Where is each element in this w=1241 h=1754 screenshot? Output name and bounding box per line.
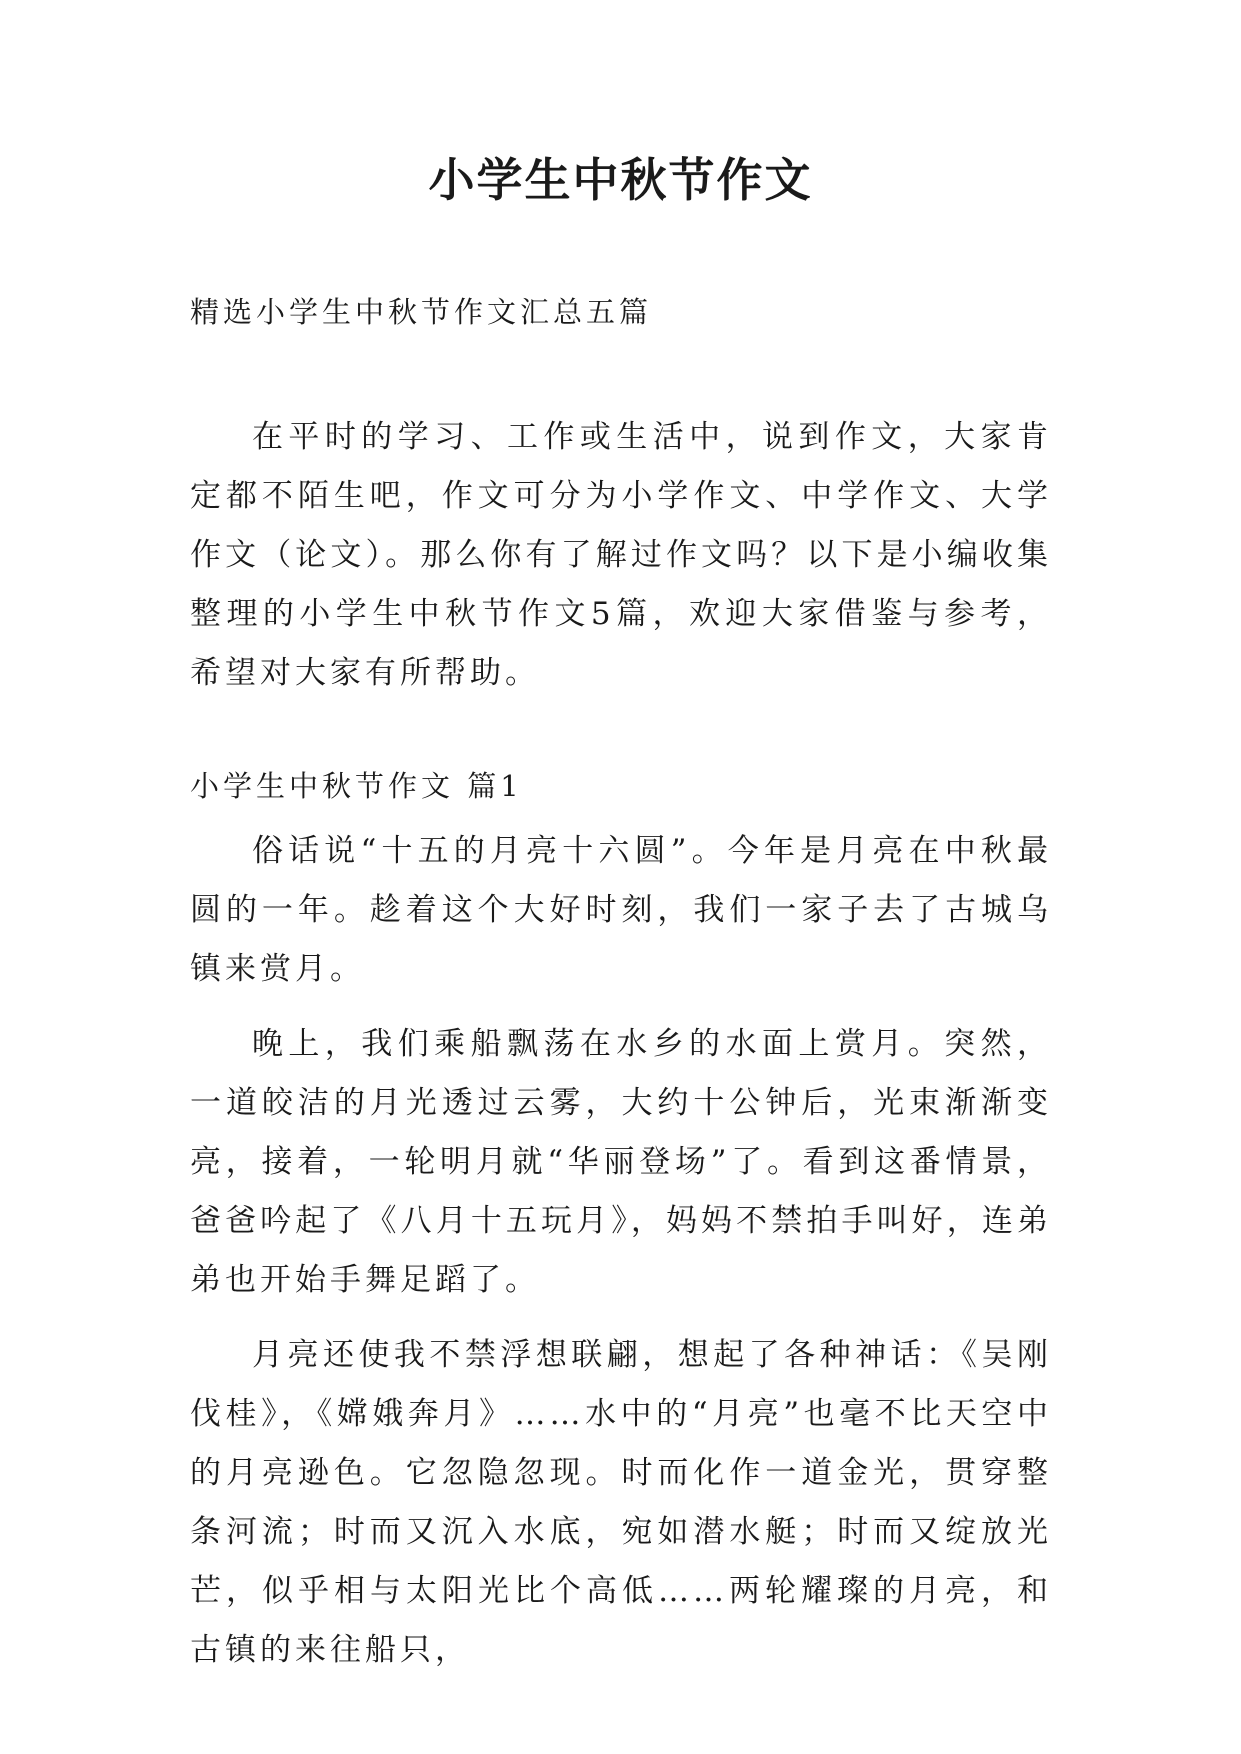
intro-paragraph: 在平时的学习、工作或生活中，说到作文，大家肯定都不陌生吧，作文可分为小学作文、中学作文、大学作文（论文）。那么你有了解过作文吗？以下是小编收集整理的小学生中秋节作文5篇，欢迎大家借鉴与参考，希望对大家有所帮助。	[190, 419, 1052, 691]
document-subtitle: 精选小学生中秋节作文汇总五篇	[190, 295, 653, 329]
intro-block	[190, 408, 1052, 703]
essay-section-1	[190, 766, 1052, 1696]
essay-paragraph: 晚上，我们乘船飘荡在水乡的水面上赏月。突然，一道皎洁的月光透过云雾，大约十公钟后，光束渐渐变亮，接着，一轮明月就“华丽登场”了。看到这番情景，爸爸吟起了《八月十五玩月》，妈妈不禁拍手叫好，连弟弟也开始手舞足蹈了。	[190, 1026, 1052, 1298]
section-heading: 小学生中秋节作文 篇1	[190, 769, 523, 803]
essay-paragraph: 俗话说“十五的月亮十六圆”。今年是月亮在中秋最圆的一年。趁着这个大好时刻，我们一家子去了古城乌镇来赏月。	[190, 833, 1052, 987]
document-title: 小学生中秋节作文	[428, 153, 813, 207]
essay-paragraph: 月亮还使我不禁浮想联翩，想起了各种神话：《吴刚伐桂》，《嫦娥奔月》……水中的“月亮”也毫不比天空中的月亮逊色。它忽隐忽现。时而化作一道金光，贯穿整条河流；时而又沉入水底，宛如潜水艇；时而又绽放光芒，似乎相与太阳光比个高低……两轮耀璨的月亮，和古镇的来往船只，	[190, 1337, 1052, 1668]
